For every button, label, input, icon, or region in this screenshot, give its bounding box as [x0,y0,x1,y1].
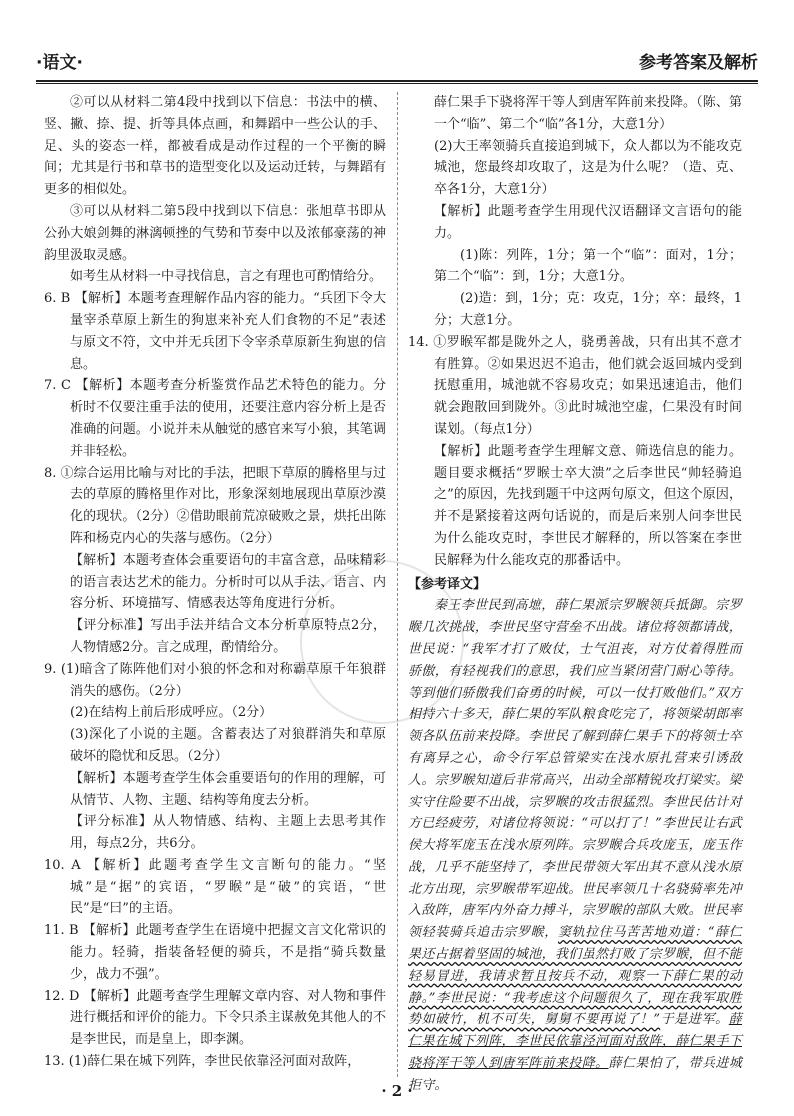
analysis-q8: 【解析】本题考查体会重要语句的丰富含意，品味精彩的语言表达艺术的能力。分析时可以从手法、语言、内容分析、环境描写、情感表达等角度进行分析。 [70,552,386,612]
answer-q9-3: (3)深化了小说的主题。含蓄表达了对狼群消失和草原破坏的隐忧和反思。（2分） [70,727,386,764]
header-rule [36,80,758,82]
answer-q13: 13. (1)薛仁果在城下列阵，李世民依靠泾河面对敌阵， [44,1054,361,1070]
answer-paragraph: ③可以从材料二第5段中找到以下信息：张旭草书即从公孙大娘剑舞的淋漓顿挫的气势和节奏中以及浓郁豪荡的神韵里汲取灵感。 [44,203,386,263]
answer-q7: 7. C 【解析】本题考查分析鉴赏作品艺术特色的能力。分析时不仅要注重手法的使用，还要注意内容分析上是否准确的问题。小说并未从触觉的感官来写小狼，其笔调并非轻松。 [44,378,386,459]
scoring-q13-1: (1)陈：列阵，1分；第一个“临”：面对，1分；第二个“临”：到，1分；大意1分。 [434,247,742,285]
answer-q11: 11. B 【解析】此题考查学生在语境中把握文言文化常识的能力。轻骑，指装备轻便的骑兵，不是指“骑兵数量少，战力不强”。 [44,923,386,982]
scoring-q9: 【评分标准】从人物情感、结构、主题上去思考其作用，每点2分，共6分。 [70,814,386,852]
reference-translation-title: 【参考译文】 [408,576,487,592]
answer-paragraph: ②可以从材料二第4段中找到以下信息：书法中的横、竖、撇、捺、提、折等具体点画，和舞蹈中一些公认的手、足、头的姿态一样，都被看成是动作过程的一个平衡的瞬间；尤其是行书和草书的造型变化以及运动迁转，与舞蹈有更多的相似处。 [44,95,386,198]
page-number: · 2 · [381,1082,413,1100]
answer-q9-2: (2)在结构上前后形成呼应。（2分） [70,705,273,721]
translation-text: 于是进军。 [660,1012,729,1028]
header-rule-thin [36,83,758,84]
answer-q12: 12. D 【解析】此题考查学生理解文章内容、对人物和事件进行概括和评价的能力。下令只杀主谋赦免其他人的不是李世民，而是皇上，即李渊。 [44,988,386,1048]
analysis-q13: 【解析】此题考查学生用现代汉语翻译文言语句的能力。 [434,203,742,241]
answer-q8: 8. ①综合运用比喻与对比的手法，把眼下草原的腾格里与过去的草原的腾格里作对比，形象深刻地展现出草原沙漠化的现状。（2分）②借助眼前荒凉破败之景，烘托出陈阵和杨克内心的失落与感伤。（2分） [44,465,386,546]
reference-translation [408,595,742,1096]
scoring-q13-2: (2)造：到，1分；克：攻克，1分；卒：最终，1分；大意1分。 [434,291,742,328]
answer-q9: 9. (1)暗含了陈阵他们对小狼的怀念和对称霸草原千年狼群消失的感伤。（2分） [44,661,386,699]
analysis-q9: 【解析】本题考查学生体会重要语句的作用的理解，可从情节、人物、主题、结构等角度去分析。 [70,770,386,808]
translation-text: 秦王李世民到高墌，薛仁果派宗罗睺领兵抵御。宗罗睺几次挑战，李世民坚守营垒不出战。诸位将领都请战，世民说：“我军才打了败仗，士气沮丧，对方仗着得胜而骄傲，有轻视我们的意思，我们应当紧闭营门耐心等待。等到他们骄傲我们奋勇的时候，可以一仗打败他们。”双方相持六十多天，薛仁果的军队粮食吃完了，将领梁胡郎率领各队伍前来投降。李世民了解到薛仁果手下的将领士卒有离异之心，命令行军总管梁实在浅水原扎营来引诱敌人。宗罗睺知道后非常高兴，出动全部精锐攻打梁实。梁实守住险要不出战，宗罗睺的攻击很猛烈。李世民估计对方已经疲劳，对诸位将领说：“可以打了！”李世民让右武侯大将军庞玉在浅水原列阵。宗罗睺合兵攻庞玉，庞玉作战，几乎不能坚持了，李世民带领大军出其不意从浅水原北方出现，宗罗睺带军迎战。世民率领几十名骁骑率先冲入敌阵，唐军内外奋力搏斗，宗罗睺的部队大败。世民率领轻装骑兵追击宗罗睺， [408,598,742,941]
translation-underlined: 薛仁果在城下列阵，李世民依靠泾河面对敌阵，薛仁果手下骁将浑干等人到唐军阵前来投降。 [408,1012,742,1072]
left-column [44,92,386,1073]
translation-wavy: 窦轨拉住马苦苦地劝道：“薛仁果还占据着坚固的城池，我们虽然打败了宗罗睺，但不能轻易冒进，我请求暂且按兵不动，观察一下薛仁果的动静。”李世民说：“我考虑这个问题很久了，现在我军取胜势如破竹，机不可失，舅舅不要再说了！” [408,925,743,1028]
analysis-q14: 【解析】此题考查学生理解文意、筛选信息的能力。题目要求概括“罗睺士卒大溃”之后李世民“帅轻骑追之”的原因，先找到题干中这两句原文，但这个原因，并不是紧接着这两句话说的，而是后来别人问李世民为什么能攻克时，李世民才解释的，所以答案在李世民解释为什么能攻克的那番话中。 [434,443,742,568]
answer-q14: 14. ①罗睺军都是陇外之人，骁勇善战，只有出其不意才有胜算。②如果迟迟不追击，他们就会返回城内受到抚慰重用，城池就不容易攻克；如果迅速追击，他们就会跑散回到陇外。③此时城池空虚，仁果没有时间谋划。（每点1分） [408,334,742,437]
page-header [36,38,758,74]
right-column [408,92,742,1097]
answer-paragraph: 如考生从材料一中寻找信息，言之有理也可酌情给分。 [70,269,383,285]
answer-q13-cont: 薛仁果手下骁将浑干等人到唐军阵前来投降。（陈、第一个“临”、第二个“临”各1分，大意1分） [434,95,742,132]
translation-text: 薛仁果怕了，带兵进城拒守。 [408,1056,742,1093]
subject-label: ·语文· [36,53,83,73]
scoring-q8: 【评分标准】写出手法并结合文本分析草原特点2分，人物情感2分。言之成理，酌情给分。 [70,618,386,655]
answer-q6: 6. B 【解析】本题考查理解作品内容的能力。“兵团下令大量宰杀草原上新生的狗崽来补充人们食物的不足”表述与原文不符，文中并无兵团下令宰杀草原新生狗崽的信息。 [44,291,386,372]
header-title: 参考答案及解析 [639,53,758,73]
answer-q13-2: (2)大王率领骑兵直接追到城下，众人都以为不能攻克城池，您最终却攻取了，这是为什么呢？（造、克、卒各1分，大意1分） [434,138,742,198]
answer-q10: 10. A 【解析】此题考查学生文言断句的能力。“坚城”是“据”的宾语，“罗睺”是“破”的宾语，“世民”是“曰”的主语。 [44,857,386,917]
column-divider [397,92,398,1077]
